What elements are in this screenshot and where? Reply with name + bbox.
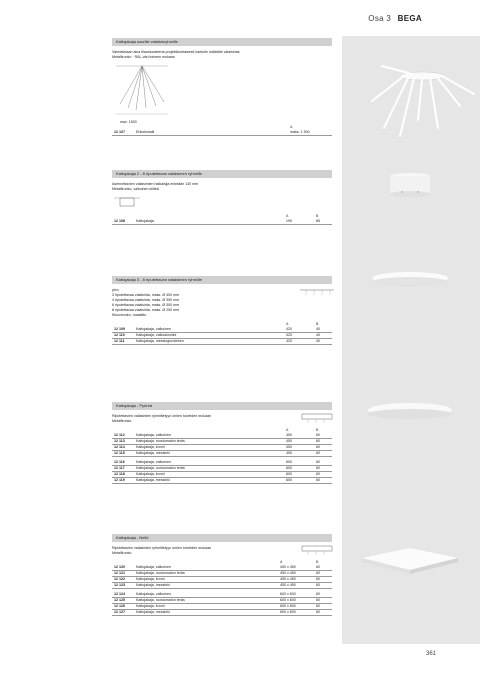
col-header-b: B	[316, 322, 319, 326]
col-header-a: A	[280, 560, 283, 564]
value-a: 600	[284, 466, 314, 472]
technical-drawing	[298, 544, 338, 564]
value-a: 600	[284, 472, 314, 478]
value-a: 600	[284, 478, 314, 484]
article-name: Kattojakaja, valkoinen	[134, 327, 284, 333]
article-name: Kattojakaja, ruostumaton teräs	[134, 571, 278, 577]
value-b: 60	[314, 466, 332, 472]
article-name: Kattojakaja, kromi	[134, 604, 278, 610]
article-number: 12 116	[112, 460, 134, 466]
page-header	[368, 14, 422, 23]
technical-drawing	[298, 286, 338, 306]
value-b: 60	[314, 433, 332, 439]
article-number: 12 127	[112, 610, 134, 616]
product-table	[112, 560, 332, 616]
section-description: Asennettavien valaisimien halkaisija enintään 130 mm Metallirunko, valkoinen kiilteä	[112, 182, 199, 191]
article-name: Erikoismalli	[134, 130, 288, 136]
section-description: Riputettavien valaisinten ryhmittelyyn omien toiveiden mukaan Metallirunko	[112, 546, 212, 555]
value-b: 60	[314, 445, 332, 451]
table-row	[112, 610, 332, 616]
value-a: 420	[284, 339, 314, 345]
product-photo-round-canopy	[342, 400, 480, 430]
value-b: 40	[314, 339, 332, 345]
value-a: 600 x 600	[278, 592, 314, 598]
product-section-3	[112, 276, 332, 345]
drawing-label: max. 1500	[120, 120, 137, 124]
article-number: 12 123	[112, 583, 134, 589]
article-name: Kattojakaja, ruostumaton teräs	[134, 439, 284, 445]
product-photo-square-canopy	[342, 542, 480, 582]
value-b: 60	[314, 439, 332, 445]
article-number: 12 115	[112, 451, 134, 457]
article-name: Kattojakaja, valkoinen	[134, 460, 284, 466]
section-description: pixo 3 riputettavaa valaisinta, maks. Ø 400 mm 4 riputettavaa valaisinta, maks. Ø 350 mm 6 riputettavaa valaisinta, maks. Ø 300 mm 8 riputettavaa valaisinta, maks. Ø 250 mm Muovirunko, maalattu	[112, 288, 180, 317]
value-a: 420	[284, 327, 314, 333]
value-b: 60	[314, 460, 332, 466]
article-name: Kattojakaja, valkoalumiini	[134, 333, 284, 339]
product-table	[112, 125, 332, 136]
article-name: Kattojakaja, valkoinen	[134, 592, 278, 598]
value-a: 450 x 450	[278, 571, 314, 577]
product-photo-small-canopy	[342, 170, 480, 210]
value-b: 60	[314, 478, 332, 484]
value-a: maks. 1 500	[288, 130, 332, 136]
product-section-5	[112, 534, 332, 616]
product-photo-plastic-canopy	[342, 268, 480, 298]
value-a: 450	[284, 451, 314, 457]
article-name: Kattojakaja, messinki	[134, 583, 278, 589]
article-number: 12 124	[112, 592, 134, 598]
product-photo-column	[342, 36, 480, 644]
value-b: 60	[314, 604, 332, 610]
value-b: 85	[314, 219, 332, 225]
value-a: 450	[284, 445, 314, 451]
value-a: 450	[284, 433, 314, 439]
value-a: 450 x 450	[278, 577, 314, 583]
article-number: 12 108	[112, 219, 134, 225]
article-number: 12 107	[112, 130, 134, 136]
value-b: 60	[314, 571, 332, 577]
article-number: 12 113	[112, 439, 134, 445]
value-b: 60	[314, 472, 332, 478]
article-name: Kattojakaja, messinginvärinen	[134, 339, 284, 345]
value-b: 60	[314, 592, 332, 598]
col-header-a: A	[290, 125, 293, 129]
col-header-a: A	[286, 322, 289, 326]
section-description: Riputettavien valaisinten ryhmittelyyn omien toiveiden mukaan Metallirunko	[112, 414, 212, 423]
article-number: 12 125	[112, 598, 134, 604]
article-name: Kattojakaja, kromi	[134, 472, 284, 478]
product-section-2	[112, 170, 332, 225]
article-name: Kattojakaja, kromi	[134, 445, 284, 451]
product-photo-large-distributor	[342, 36, 480, 146]
article-name: Kattojakaja, messinki	[134, 478, 284, 484]
article-number: 12 117	[112, 466, 134, 472]
section-title: Kattojakaja 2 - 8 riputettavan valaisimen ryhmille	[112, 170, 332, 178]
col-header-b: B	[316, 428, 319, 432]
article-number: 12 122	[112, 577, 134, 583]
value-a: 600 x 600	[278, 610, 314, 616]
article-number: 12 111	[112, 339, 134, 345]
product-section-4	[112, 402, 332, 484]
table-row	[112, 219, 332, 225]
value-a: 600	[284, 460, 314, 466]
section-description: Valmistetaan aina tilaustuotteena projektikohtaisesti haetulle määrälle valaisimia. Metallirunko · RAL-väri toiveen mukaan	[112, 50, 241, 59]
article-number: 12 126	[112, 604, 134, 610]
article-name: Kattojakaja, ruostumaton teräs	[134, 598, 278, 604]
brand-logo: BEGA	[397, 14, 422, 23]
section-label: Osa 3	[368, 14, 392, 23]
article-number: 12 121	[112, 571, 134, 577]
section-title: Kattojakaja 3 - 8 riputettavan valaisimen ryhmille	[112, 276, 332, 284]
value-a: 420	[284, 333, 314, 339]
value-b: 60	[314, 583, 332, 589]
article-name: Kattojakaja, ruostumaton teräs	[134, 466, 284, 472]
value-a: 190	[284, 219, 314, 225]
section-title: Kattojakaja suurille valaisinryhmille	[112, 38, 332, 46]
value-a: 600 x 600	[278, 598, 314, 604]
article-name: Kattojakaja, kromi	[134, 577, 278, 583]
col-header-b: B	[316, 214, 319, 218]
product-section-1	[112, 38, 332, 136]
value-b: 60	[314, 577, 332, 583]
article-number: 12 120	[112, 565, 134, 571]
article-name: Kattojakaja, messinki	[134, 610, 278, 616]
value-b: 60	[314, 451, 332, 457]
section-title: Kattojakaja - Pyöreä	[112, 402, 332, 410]
article-name: Kattojakaja, valkoinen	[134, 565, 278, 571]
page-number: 361	[425, 651, 436, 657]
article-name: Kattojakaja, messinki	[134, 451, 284, 457]
article-number: 12 118	[112, 472, 134, 478]
product-table	[112, 214, 332, 225]
value-a: 450	[284, 439, 314, 445]
col-header-a: A	[286, 428, 289, 432]
value-a: 450 x 450	[278, 583, 314, 589]
product-table	[112, 428, 332, 484]
article-name: Kattojakaja, valkoinen	[134, 433, 284, 439]
article-number: 12 109	[112, 327, 134, 333]
col-header-a: A	[286, 214, 289, 218]
value-b: 40	[314, 333, 332, 339]
table-row	[112, 130, 332, 136]
article-number: 12 119	[112, 478, 134, 484]
product-table	[112, 322, 332, 345]
col-header-b: B	[316, 560, 319, 564]
value-b: 60	[314, 610, 332, 616]
technical-drawing	[112, 194, 142, 212]
value-b: 60	[314, 565, 332, 571]
technical-drawing	[112, 64, 172, 120]
article-number: 12 110	[112, 333, 134, 339]
article-name: Kattojakaja	[134, 219, 284, 225]
table-row	[112, 478, 332, 484]
technical-drawing	[298, 412, 338, 432]
article-number: 12 112	[112, 433, 134, 439]
value-a: 450 x 450	[278, 565, 314, 571]
article-number: 12 114	[112, 445, 134, 451]
value-b: 40	[314, 327, 332, 333]
value-a: 600 x 600	[278, 604, 314, 610]
section-title: Kattojakaja - Neliö	[112, 534, 332, 542]
table-row	[112, 339, 332, 345]
value-b: 60	[314, 598, 332, 604]
